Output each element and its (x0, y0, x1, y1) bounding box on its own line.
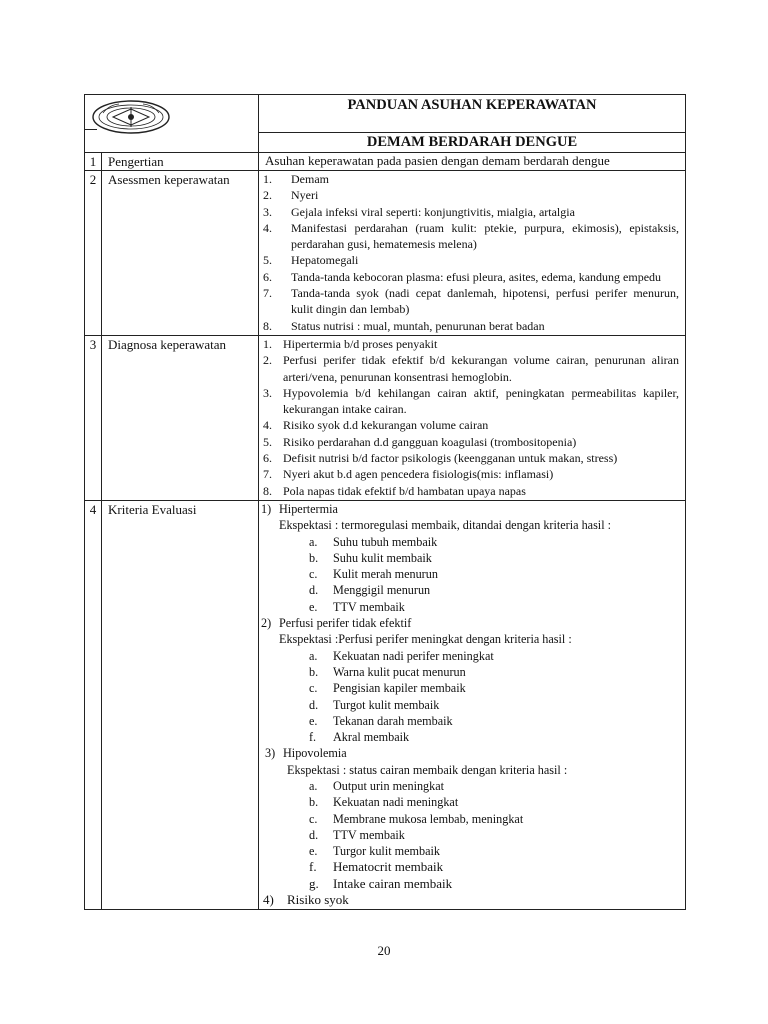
list-item: e. Tekanan darah membaik (309, 713, 453, 728)
row-label: Diagnosa keperawatan (102, 335, 259, 500)
list-item: f. Akral membaik (309, 730, 410, 745)
document-subtitle: DEMAM BERDARAH DENGUE (259, 133, 686, 153)
criteria-section-heading: 2) Perfusi perifer tidak efektif (261, 616, 412, 631)
table-row (85, 500, 686, 909)
evaluation-criteria (259, 500, 686, 909)
assessment-list (259, 171, 686, 336)
list-item: 6. Defisit nutrisi b/d factor psikologis (keengganan untuk makan, stress) (263, 451, 618, 466)
list-item: 7. Nyeri akut b.d agen pencedera fisiologis(mis: inflamasi) (263, 467, 554, 482)
row-label: Asessmen keperawatan (102, 171, 259, 336)
page-number: 20 (377, 943, 391, 958)
list-item: 8. Pola napas tidak efektif b/d hambatan upaya napas (263, 483, 526, 498)
list-item: b. Kekuatan nadi meningkat (309, 795, 459, 810)
criteria-expectation: Ekspektasi :Perfusi perifer meningkat dengan kriteria hasil : (279, 632, 572, 647)
row-label: Kriteria Evaluasi (102, 500, 259, 909)
row-number: 4 (85, 500, 102, 909)
list-item: c. Kulit merah menurun (309, 567, 438, 582)
hospital-logo-icon (91, 99, 171, 135)
list-item: a. Output urin meningkat (309, 778, 445, 793)
list-item: 5. Hepatomegali (263, 253, 359, 268)
list-item: a. Kekuatan nadi perifer meningkat (309, 648, 494, 663)
list-item: 4. Risiko syok d.d kekurangan volume cairan (263, 418, 489, 433)
list-item: c. Membrane mukosa lembab, meningkat (309, 811, 524, 826)
document-page (84, 94, 685, 910)
criteria-expectation: Ekspektasi : termoregulasi membaik, ditandai dengan kriteria hasil : (279, 518, 612, 533)
criteria-section-heading: 4) Risiko syok (263, 892, 349, 908)
table-row (85, 171, 686, 336)
list-item: 4. Manifestasi perdarahan (ruam kulit: ptekie, purpura, ekimosis), epistaksis, perdarahan gusi, hematemesis melena) (263, 220, 679, 252)
list-item: e. Turgor kulit membaik (309, 844, 440, 859)
list-item: g. Intake cairan membaik (309, 875, 453, 891)
list-item: 3. Hypovolemia b/d kehilangan cairan aktif, peningkatan permeabilitas kapiler, kekurangan intake cairan. (263, 385, 679, 417)
document-title: PANDUAN ASUHAN KEPERAWATAN (259, 95, 686, 133)
list-item: c. Pengisian kapiler membaik (309, 681, 466, 696)
list-item: b. Suhu kulit membaik (309, 550, 432, 565)
list-item: 1. Demam (263, 172, 329, 186)
row-number: 3 (85, 335, 102, 500)
list-item: f. Hematocrit membaik (309, 859, 444, 875)
diagnosis-list (259, 335, 686, 500)
list-item: d. TTV membaik (309, 827, 405, 842)
list-item: e. TTV membaik (309, 599, 405, 614)
list-item: b. Warna kulit pucat menurun (309, 664, 466, 679)
list-item: 2. Perfusi perifer tidak efektif b/d kekurangan volume cairan, penurunan aliran arteri/vena, penurunan konsentrasi hemoglobin. (263, 353, 679, 384)
list-item: 8. Status nutrisi : mual, muntah, penurunan berat badan (263, 318, 545, 333)
list-item: 5. Risiko perdarahan d.d gangguan koagulasi (trombositopenia) (263, 434, 577, 449)
row-number: 2 (85, 171, 102, 336)
list-item: 6. Tanda-tanda kebocoran plasma: efusi pleura, asites, edema, kandung empedu (263, 269, 662, 284)
criteria-section-heading: 3) Hipovolemia (265, 746, 347, 761)
list-item: d. Menggigil menurun (309, 583, 431, 598)
list-item: a. Suhu tubuh membaik (309, 534, 438, 549)
list-item: 7. Tanda-tanda syok (nadi cepat danlemah, hipotensi, perfusi perifer menurun, kulit dingin dan lembab) (263, 286, 679, 317)
list-item: d. Turgot kulit membaik (309, 697, 440, 712)
table-row (85, 335, 686, 500)
list-item: 1. Hipertermia b/d proses penyakit (263, 336, 438, 351)
row-number: 1 (85, 153, 102, 171)
row-label: Pengertian (102, 153, 259, 171)
criteria-section-heading: 1) Hipertermia (261, 501, 338, 516)
criteria-expectation: Ekspektasi : status cairan membaik dengan kriteria hasil : (287, 762, 568, 777)
nursing-guide-table (84, 94, 686, 910)
list-item: 3. Gejala infeksi viral seperti: konjungtivitis, mialgia, artalgia (263, 204, 575, 219)
table-row (85, 153, 686, 171)
row-definition: Asuhan keperawatan pada pasien dengan demam berdarah dengue (259, 153, 686, 171)
list-item: 2. Nyeri (263, 188, 319, 203)
logo-cell (85, 95, 259, 153)
